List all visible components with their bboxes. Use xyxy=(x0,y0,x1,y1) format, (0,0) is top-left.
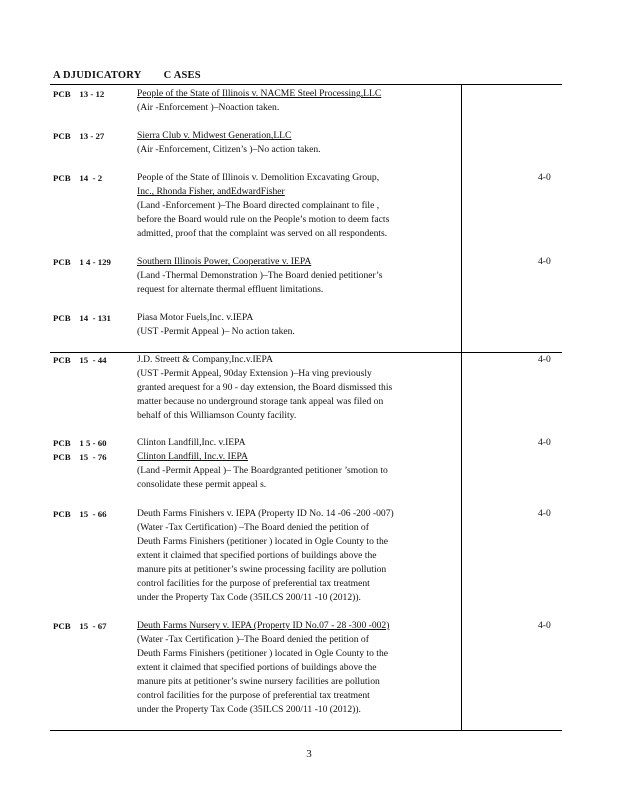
case-title: People of the State of Illinois v. NACME Steel Processing,LLC xyxy=(137,88,382,99)
page-number: 3 xyxy=(306,748,312,760)
case-summary-line: control facilities for the purpose of preferential tax treatment xyxy=(137,690,370,701)
case-title: Piasa Motor Fuels,Inc. v.IEPA xyxy=(137,312,254,323)
case-description xyxy=(137,507,449,605)
docket-number: PCB 15 - 67 xyxy=(53,621,107,631)
case-summary-line: extent it claimed that specified portions of buildings above the xyxy=(137,550,377,561)
docket-number: PCB 1 4 - 129 xyxy=(53,257,111,267)
vote-count: 4-0 xyxy=(538,437,551,448)
case-summary-line: (Water -Tax Certification) –The Board denied the petition of xyxy=(137,522,369,533)
case-description xyxy=(137,129,449,157)
case-description xyxy=(137,171,449,241)
case-description xyxy=(137,255,449,297)
vote-count: 4-0 xyxy=(538,620,551,631)
docket-number: PCB 15 - 76 xyxy=(53,452,107,462)
case-summary-line: extent it claimed that specified portions of buildings above the xyxy=(137,662,377,673)
case-summary-line: granted arequest for a 90 - day extension, the Board dismissed this xyxy=(137,382,393,393)
case-title: Deuth Farms Nursery v. IEPA (Property ID No.07 - 28 -300 -002) xyxy=(137,620,390,631)
docket-number: PCB 13 - 12 xyxy=(53,89,105,99)
case-summary-line: admitted, proof that the complaint was served on all respondents. xyxy=(137,228,388,239)
case-title: Deuth Farms Finishers v. IEPA (Property ID No. 14 -06 -200 -007) xyxy=(137,508,394,519)
column-divider xyxy=(461,84,462,731)
case-summary-line: (Water -Tax Certification )–The Board denied the petition of xyxy=(137,634,369,645)
case-description xyxy=(137,87,449,115)
vote-count: 4-0 xyxy=(538,172,551,183)
case-summary-line: (Land -Thermal Demonstration )–The Board denied petitioner’s xyxy=(137,270,383,281)
case-summary-line: (UST -Permit Appeal, 90day Extension )–Ha ving previously xyxy=(137,368,372,379)
case-summary-line: (Land -Enforcement )–The Board directed complainant to file , xyxy=(137,200,380,211)
case-summary-line: before the Board would rule on the People’s motion to deem facts xyxy=(137,214,390,225)
case-summary-line: (Air -Enforcement )–Noaction taken. xyxy=(137,102,280,113)
docket-number: PCB 14 - 2 xyxy=(53,173,103,183)
docket-number: PCB 15 - 44 xyxy=(53,355,107,365)
case-summary-line: Deuth Farms Finishers (petitioner ) located in Ogle County to the xyxy=(137,648,388,659)
case-summary-line: under the Property Tax Code (35ILCS 200/11 -10 (2012)). xyxy=(137,704,361,715)
case-title: J.D. Streett & Company,Inc.v.IEPA xyxy=(137,354,273,365)
case-title-continued: Clinton Landfill, Inc.v. IEPA xyxy=(137,451,248,462)
case-summary-line: Deuth Farms Finishers (petitioner ) located in Ogle County to the xyxy=(137,536,388,547)
case-title: Clinton Landfill,Inc. v.IEPA xyxy=(137,437,246,448)
case-description xyxy=(137,353,449,423)
docket-number: PCB 15 - 66 xyxy=(53,509,107,519)
docket-number: PCB 14 - 131 xyxy=(53,313,111,323)
case-description xyxy=(137,436,449,492)
case-summary-line: (Air -Enforcement, Citizen’s )–No action taken. xyxy=(137,144,321,155)
case-title: Southern Illinois Power, Cooperative v. IEPA xyxy=(137,256,312,267)
vote-count: 4-0 xyxy=(538,256,551,267)
case-title: Sierra Club v. Midwest Generation,LLC xyxy=(137,130,292,141)
case-summary-line: manure pits at petitioner’s swine processing facility are pollution xyxy=(137,564,387,575)
case-summary-line: (UST -Permit Appeal )– No action taken. xyxy=(137,326,295,337)
case-summary-line: consolidate these permit appeal s. xyxy=(137,479,267,490)
case-summary-line: manure pits at petitioner’s swine nursery facilities are pollution xyxy=(137,676,380,687)
case-title-continued: Inc., Rhonda Fisher, andEdwardFisher xyxy=(137,186,285,197)
section-heading: A DJUDICATORY C ASES xyxy=(53,70,201,81)
bottom-rule xyxy=(50,730,562,731)
docket-number: PCB 13 - 27 xyxy=(53,131,105,141)
vote-count: 4-0 xyxy=(538,508,551,519)
case-summary-line: behalf of this Williamson County facility. xyxy=(137,410,297,421)
case-summary-line: (Land -Permit Appeal )– The Boardgranted petitioner ’smotion to xyxy=(137,465,388,476)
case-summary-line: under the Property Tax Code (35ILCS 200/11 -10 (2012)). xyxy=(137,592,361,603)
case-description xyxy=(137,311,449,339)
vote-count: 4-0 xyxy=(538,354,551,365)
case-summary-line: request for alternate thermal effluent limitations. xyxy=(137,284,324,295)
case-description xyxy=(137,619,449,717)
case-title: People of the State of Illinois v. Demolition Excavating Group, xyxy=(137,172,380,183)
docket-number: PCB 1 5 - 60 xyxy=(53,438,107,448)
case-summary-line: control facilities for the purpose of preferential tax treatment xyxy=(137,578,370,589)
case-summary-line: matter because no underground storage tank appeal was filed on xyxy=(137,396,384,407)
header-rule xyxy=(50,84,562,85)
